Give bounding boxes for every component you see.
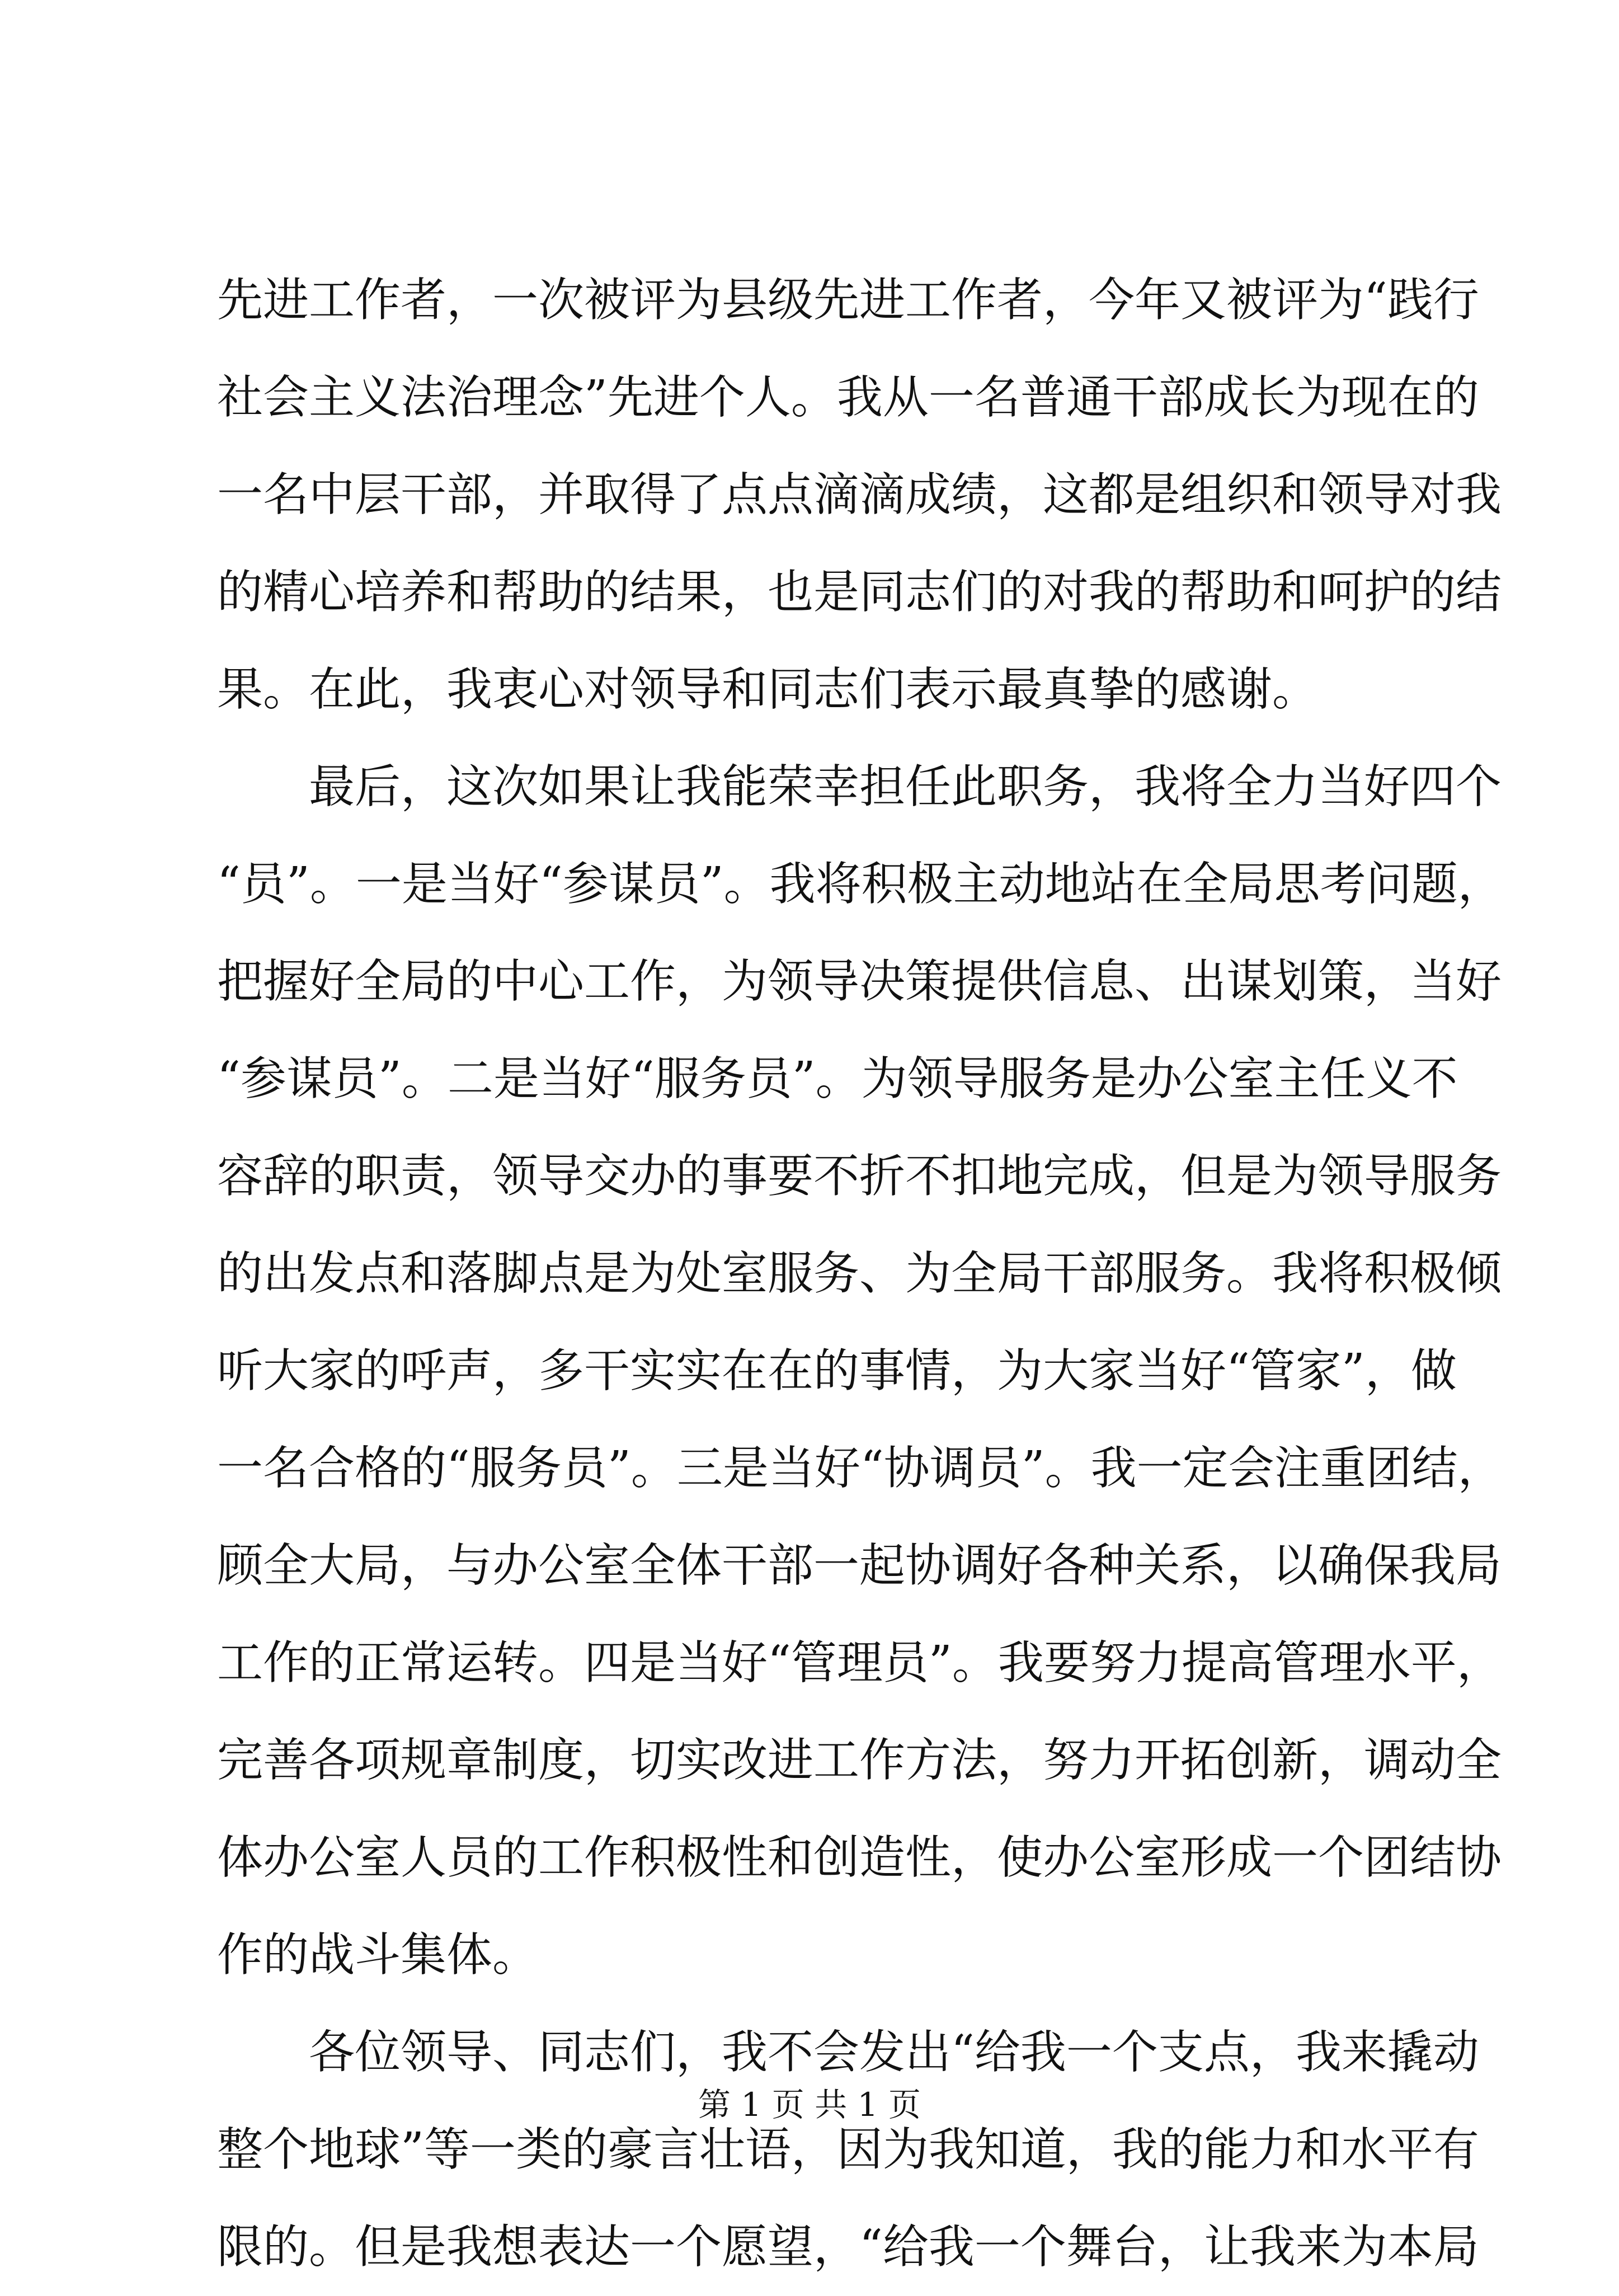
page-number-footer: 第 1 页 共 1 页 <box>698 2086 921 2124</box>
text-line: 体办公室人员的工作积极性和创造性，使办公室形成一个团结协 <box>217 1831 1502 1884</box>
document-body <box>217 252 1504 2296</box>
text-line: 作的战斗集体。 <box>217 1928 539 1982</box>
text-line: “员”。一是当好“参谋员”。我将积极主动地站在全局思考问题， <box>217 858 1504 911</box>
text-line: 整个地球”等一类的豪言壮语，因为我知道，我的能力和水平有 <box>217 2123 1479 2176</box>
text-line: 一名中层干部，并取得了点点滴滴成绩，这都是组织和领导对我 <box>217 468 1502 521</box>
text-line: “参谋员”。二是当好“服务员”。为领导服务是办公室主任义不 <box>217 1052 1458 1105</box>
text-line: 工作的正常运转。四是当好“管理员”。我要努力提高管理水平， <box>217 1636 1503 1690</box>
text-line: 容辞的职责，领导交办的事要不折不扣地完成，但是为领导服务 <box>217 1150 1502 1203</box>
paragraph-first-line: 各位领导、同志们，我不会发出“给我一个支点，我来撬动 <box>309 2026 1479 2079</box>
text-line: 限的。但是我想表达一个愿望，“给我一个舞台，让我来为本局 <box>217 2220 1479 2274</box>
text-line: 完善各项规章制度，切实改进工作方法，努力开拓创新，调动全 <box>217 1734 1502 1787</box>
text-line: 顾全大局，与办公室全体干部一起协调好各种关系，以确保我局 <box>217 1539 1502 1592</box>
text-line: 果。在此，我衷心对领导和同志们表示最真挚的感谢。 <box>217 663 1319 716</box>
text-line: 的出发点和落脚点是为处室服务、为全局干部服务。我将积极倾 <box>217 1247 1502 1300</box>
text-line: 先进工作者，一次被评为县级先进工作者，今年又被评为“践行 <box>217 274 1479 327</box>
paragraph-first-line: 最后，这次如果让我能荣幸担任此职务，我将全力当好四个 <box>309 760 1502 813</box>
text-line: 社会主义法治理念”先进个人。我从一名普通干部成长为现在的 <box>217 371 1479 424</box>
text-line: 听大家的呼声，多干实实在在的事情，为大家当好“管家”，做 <box>217 1344 1457 1398</box>
text-line: 的精心培养和帮助的结果，也是同志们的对我的帮助和呵护的结 <box>217 566 1502 619</box>
text-line: 一名合格的“服务员”。三是当好“协调员”。我一定会注重团结， <box>217 1442 1504 1495</box>
text-line: 把握好全局的中心工作，为领导决策提供信息、出谋划策，当好 <box>217 955 1502 1008</box>
